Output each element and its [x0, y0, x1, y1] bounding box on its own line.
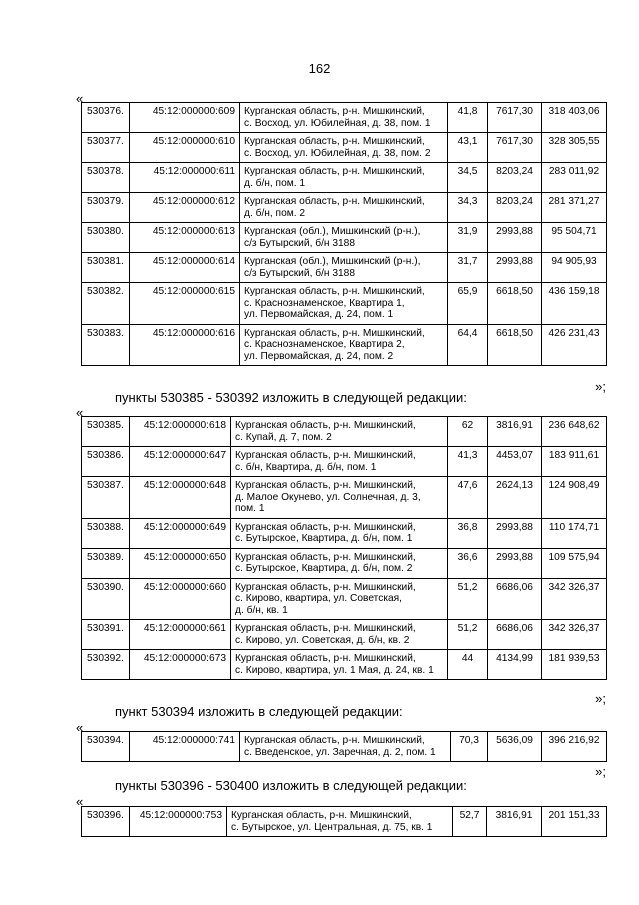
- address-line: ул. Первомайская, д. 24, пом. 2: [244, 350, 394, 362]
- address-line: с. Кирово, ул. Советская, д. б/н, кв. 2: [235, 634, 410, 646]
- price-cell: 2993,88: [488, 518, 542, 548]
- address-line: с/з Бутырский, б/н 3188: [244, 267, 356, 279]
- row-number-cell: 530383.: [82, 324, 130, 366]
- table-row: [82, 193, 607, 223]
- table-row: [82, 620, 607, 650]
- row-number-cell: 530381.: [82, 253, 130, 283]
- address-line: Курганская область, р-н. Мишкинский,: [235, 581, 416, 593]
- property-table-4: [81, 806, 607, 837]
- open-quote: «: [76, 405, 84, 420]
- cadastral-code-cell: 45:12:000000:741: [130, 732, 240, 762]
- address-line: Курганская область, р-н. Мишкинский,: [244, 196, 425, 207]
- address-line: с/з Бутырский, б/н 3188: [244, 237, 356, 249]
- cadastral-code-cell: 45:12:000000:612: [130, 193, 240, 223]
- area-cell: 64,4: [448, 324, 488, 366]
- cost-cell: 426 231,43: [542, 324, 607, 366]
- table-row: [82, 253, 607, 283]
- cost-cell: 95 504,71: [542, 223, 607, 253]
- row-number-cell: 530378.: [82, 163, 130, 193]
- price-cell: 4453,07: [488, 447, 542, 477]
- close-quote: »;: [595, 379, 606, 394]
- cost-cell: 342 326,37: [542, 578, 607, 620]
- row-number-cell: 530396.: [82, 807, 130, 837]
- address-line: Курганская область, р-н. Мишкинский,: [235, 653, 416, 664]
- cost-cell: 94 905,93: [542, 253, 607, 283]
- address-cell: [231, 417, 448, 447]
- cadastral-code-cell: 45:12:000000:649: [130, 518, 231, 548]
- price-cell: 3816,91: [488, 417, 542, 447]
- table-row: [82, 518, 607, 548]
- property-table-1: [81, 102, 607, 366]
- area-cell: 43,1: [448, 133, 488, 163]
- address-line: д. б/н, кв. 1: [235, 604, 288, 616]
- address-line: Курганская область, р-н. Мишкинский,: [244, 327, 425, 339]
- address-cell: [227, 807, 453, 837]
- cadastral-code-cell: 45:12:000000:660: [130, 578, 231, 620]
- address-cell: [231, 578, 448, 620]
- address-line: с. Купай, д. 7, пом. 2: [235, 431, 332, 443]
- table-row: [82, 163, 607, 193]
- address-line: Курганская область, р-н. Мишкинский,: [244, 735, 425, 746]
- address-line: Курганская область, р-н. Мишкинский,: [231, 810, 412, 821]
- price-cell: 8203,24: [488, 193, 542, 223]
- cadastral-code-cell: 45:12:000000:673: [130, 650, 231, 680]
- cost-cell: 342 326,37: [542, 620, 607, 650]
- address-line: Курганская область, р-н. Мишкинский,: [235, 551, 416, 563]
- address-line: с. Введенское, ул. Заречная, д. 2, пом. 1: [244, 746, 436, 758]
- area-cell: 51,2: [448, 620, 488, 650]
- address-line: с. б/н, Квартира, д. б/н, пом. 1: [235, 461, 377, 473]
- price-cell: 2993,88: [488, 253, 542, 283]
- cost-cell: 236 648,62: [542, 417, 607, 447]
- cost-cell: 201 151,33: [542, 807, 607, 837]
- address-line: Курганская (обл.), Мишкинский (р-н.),: [244, 256, 421, 267]
- address-cell: [231, 650, 448, 680]
- cost-cell: 281 371,27: [542, 193, 607, 223]
- row-number-cell: 530385.: [82, 417, 130, 447]
- cadastral-code-cell: 45:12:000000:616: [130, 324, 240, 366]
- cadastral-code-cell: 45:12:000000:609: [130, 103, 240, 133]
- property-table-3: [81, 731, 607, 762]
- section-heading: пункты 530396 - 530400 изложить в следующей редакции:: [115, 778, 467, 793]
- cadastral-code-cell: 45:12:000000:615: [130, 283, 240, 325]
- cost-cell: 124 908,49: [542, 477, 607, 519]
- area-cell: 51,2: [448, 578, 488, 620]
- price-cell: 7617,30: [488, 103, 542, 133]
- open-quote: «: [76, 91, 84, 106]
- page-number: 162: [308, 61, 331, 76]
- area-cell: 52,7: [453, 807, 487, 837]
- cadastral-code-cell: 45:12:000000:610: [130, 133, 240, 163]
- row-number-cell: 530391.: [82, 620, 130, 650]
- price-cell: 8203,24: [488, 163, 542, 193]
- address-line: пом. 1: [235, 503, 265, 514]
- table-body: [82, 417, 607, 680]
- address-line: Курганская область, р-н. Мишкинский,: [235, 521, 416, 533]
- price-cell: 6618,50: [488, 324, 542, 366]
- price-cell: 5636,09: [488, 732, 542, 762]
- row-number-cell: 530394.: [82, 732, 130, 762]
- price-cell: 2624,13: [488, 477, 542, 519]
- cadastral-code-cell: 45:12:000000:650: [130, 548, 231, 578]
- area-cell: 41,3: [448, 447, 488, 477]
- row-number-cell: 530376.: [82, 103, 130, 133]
- address-cell: [240, 283, 448, 325]
- table-row: [82, 578, 607, 620]
- address-line: Курганская область, р-н. Мишкинский,: [244, 166, 425, 177]
- area-cell: 31,7: [448, 253, 488, 283]
- cost-cell: 109 575,94: [542, 548, 607, 578]
- address-cell: [231, 447, 448, 477]
- address-line: Курганская область, р-н. Мишкинский,: [244, 136, 425, 147]
- address-line: Курганская (обл.), Мишкинский (р-н.),: [244, 226, 421, 237]
- address-line: с. Восход, ул. Юбилейная, д. 38, пом. 2: [244, 147, 431, 159]
- area-cell: 47,6: [448, 477, 488, 519]
- row-number-cell: 530392.: [82, 650, 130, 680]
- price-cell: 6686,06: [488, 578, 542, 620]
- price-cell: 3816,91: [487, 807, 542, 837]
- table-row: [82, 103, 607, 133]
- price-cell: 2993,88: [488, 548, 542, 578]
- area-cell: 70,3: [451, 732, 488, 762]
- address-cell: [231, 620, 448, 650]
- address-cell: [231, 477, 448, 519]
- close-quote: »;: [595, 764, 606, 779]
- cadastral-code-cell: 45:12:000000:618: [130, 417, 231, 447]
- row-number-cell: 530386.: [82, 447, 130, 477]
- cost-cell: 183 911,61: [542, 447, 607, 477]
- address-line: Курганская область, р-н. Мишкинский,: [244, 286, 425, 297]
- open-quote: «: [76, 794, 84, 809]
- address-line: ул. Первомайская, д. 24, пом. 1: [244, 309, 394, 320]
- cadastral-code-cell: 45:12:000000:753: [130, 807, 227, 837]
- row-number-cell: 530388.: [82, 518, 130, 548]
- area-cell: 36,8: [448, 518, 488, 548]
- address-cell: [240, 133, 448, 163]
- address-cell: [240, 253, 448, 283]
- address-cell: [231, 548, 448, 578]
- table-row: [82, 807, 607, 837]
- property-table-2: [81, 416, 607, 680]
- cost-cell: 318 403,06: [542, 103, 607, 133]
- cadastral-code-cell: 45:12:000000:647: [130, 447, 231, 477]
- row-number-cell: 530390.: [82, 578, 130, 620]
- cost-cell: 181 939,53: [542, 650, 607, 680]
- address-line: с. Краснознаменское, Квартира 1,: [244, 297, 405, 309]
- cadastral-code-cell: 45:12:000000:614: [130, 253, 240, 283]
- row-number-cell: 530377.: [82, 133, 130, 163]
- area-cell: 44: [448, 650, 488, 680]
- address-line: д. б/н, пом. 1: [244, 177, 306, 189]
- table-body: [82, 807, 607, 837]
- section-heading: пункт 530394 изложить в следующей редакции:: [115, 704, 403, 719]
- price-cell: 2993,88: [488, 223, 542, 253]
- row-number-cell: 530387.: [82, 477, 130, 519]
- open-quote: «: [76, 720, 84, 735]
- address-line: Курганская область, р-н. Мишкинский,: [235, 480, 416, 491]
- address-line: Курганская область, р-н. Мишкинский,: [235, 623, 416, 634]
- section-heading: пункты 530385 - 530392 изложить в следующей редакции:: [115, 390, 467, 405]
- cost-cell: 110 174,71: [542, 518, 607, 548]
- address-line: Курганская область, р-н. Мишкинский,: [235, 450, 416, 461]
- row-number-cell: 530380.: [82, 223, 130, 253]
- address-line: д. б/н, пом. 2: [244, 207, 306, 219]
- close-quote: »;: [595, 691, 606, 706]
- address-cell: [240, 223, 448, 253]
- address-line: с. Бутырское, Квартира, д. б/н, пом. 2: [235, 563, 413, 574]
- cost-cell: 436 159,18: [542, 283, 607, 325]
- address-line: с. Краснознаменское, Квартира 2,: [244, 339, 405, 350]
- address-cell: [240, 163, 448, 193]
- address-line: с. Бутырское, ул. Центральная, д. 75, кв. 1: [231, 821, 433, 833]
- table-row: [82, 732, 607, 762]
- area-cell: 31,9: [448, 223, 488, 253]
- cadastral-code-cell: 45:12:000000:611: [130, 163, 240, 193]
- cadastral-code-cell: 45:12:000000:648: [130, 477, 231, 519]
- price-cell: 7617,30: [488, 133, 542, 163]
- price-cell: 6618,50: [488, 283, 542, 325]
- address-cell: [240, 324, 448, 366]
- table-row: [82, 133, 607, 163]
- table-row: [82, 283, 607, 325]
- address-line: с. Восход, ул. Юбилейная, д. 38, пом. 1: [244, 117, 431, 129]
- cost-cell: 283 011,92: [542, 163, 607, 193]
- area-cell: 34,5: [448, 163, 488, 193]
- price-cell: 6686,06: [488, 620, 542, 650]
- table-body: [82, 732, 607, 762]
- address-cell: [240, 732, 451, 762]
- address-line: Курганская область, р-н. Мишкинский,: [244, 106, 425, 117]
- address-line: с. Кирово, квартира, ул. 1 Мая, д. 24, кв. 1: [235, 664, 434, 676]
- address-cell: [240, 193, 448, 223]
- table-row: [82, 477, 607, 519]
- table-row: [82, 650, 607, 680]
- area-cell: 62: [448, 417, 488, 447]
- area-cell: 65,9: [448, 283, 488, 325]
- row-number-cell: 530382.: [82, 283, 130, 325]
- address-line: с. Кирово, квартира, ул. Советская,: [235, 593, 403, 604]
- area-cell: 41,8: [448, 103, 488, 133]
- table-row: [82, 324, 607, 366]
- cadastral-code-cell: 45:12:000000:661: [130, 620, 231, 650]
- row-number-cell: 530389.: [82, 548, 130, 578]
- cadastral-code-cell: 45:12:000000:613: [130, 223, 240, 253]
- price-cell: 4134,99: [488, 650, 542, 680]
- cost-cell: 396 216,92: [542, 732, 607, 762]
- address-cell: [240, 103, 448, 133]
- table-row: [82, 223, 607, 253]
- table-row: [82, 417, 607, 447]
- address-line: Курганская область, р-н. Мишкинский,: [235, 420, 416, 431]
- address-cell: [231, 518, 448, 548]
- table-row: [82, 548, 607, 578]
- table-row: [82, 447, 607, 477]
- address-line: д. Малое Окунево, ул. Солнечная, д. 3,: [235, 491, 421, 503]
- address-line: с. Бутырское, Квартира, д. б/н, пом. 1: [235, 533, 413, 544]
- area-cell: 34,3: [448, 193, 488, 223]
- table-body: [82, 103, 607, 366]
- cost-cell: 328 305,55: [542, 133, 607, 163]
- row-number-cell: 530379.: [82, 193, 130, 223]
- area-cell: 36,6: [448, 548, 488, 578]
